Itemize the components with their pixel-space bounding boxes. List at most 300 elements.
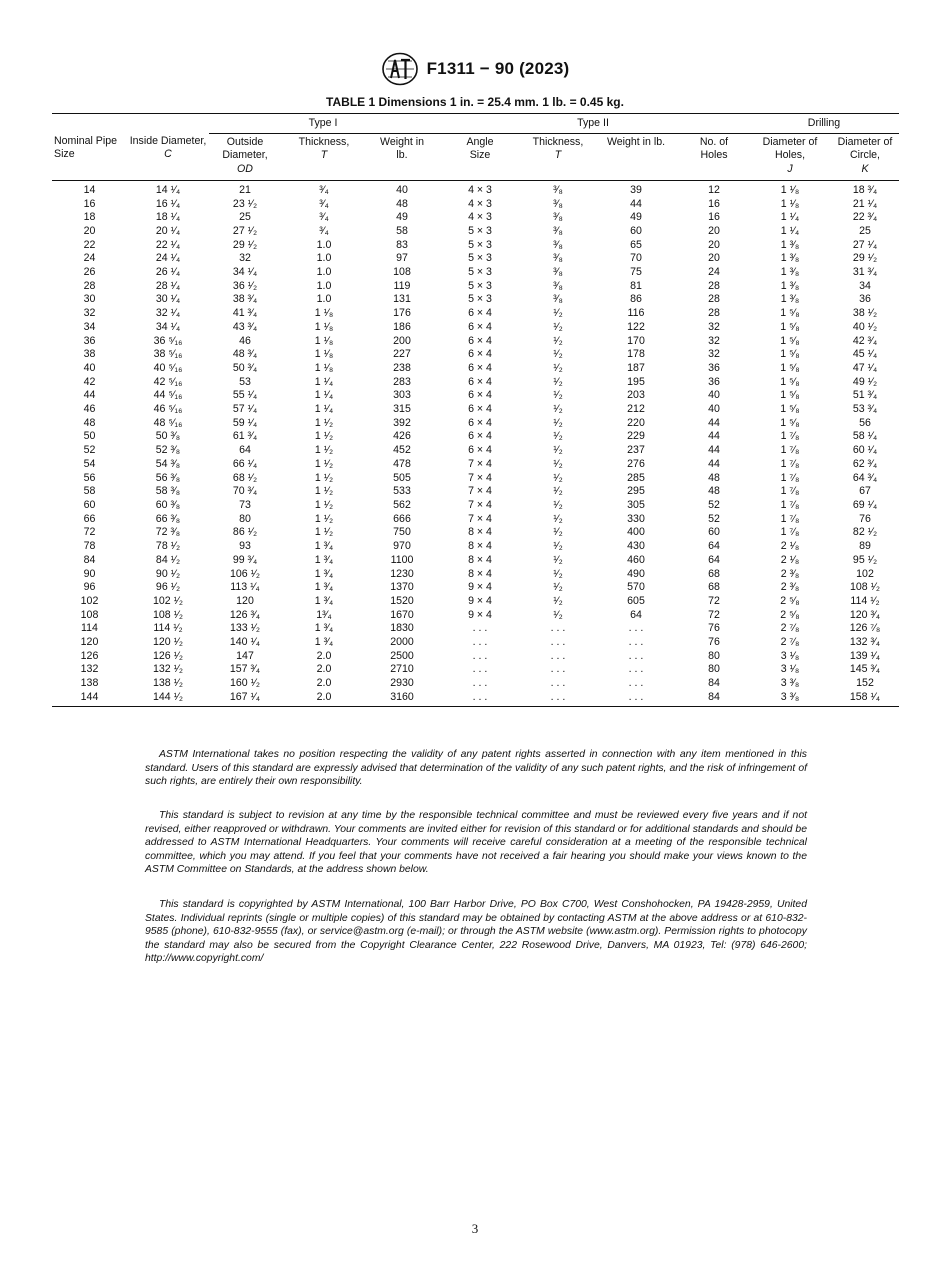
group-drilling: Drilling: [749, 114, 899, 134]
table-cell: 1 ⁵⁄₈: [780, 403, 800, 416]
table-row: [52, 513, 899, 527]
table-cell: 89: [859, 540, 871, 553]
table-cell: 72: [83, 526, 96, 539]
table-row: [52, 362, 899, 376]
table-cell: 102: [856, 567, 874, 580]
table-cell: 76: [708, 622, 720, 635]
table-cell: 8 × 4: [468, 553, 492, 566]
table-cell: 229: [627, 430, 645, 443]
table-cell: 84: [83, 553, 96, 566]
table-cell: 31 ³⁄₄: [852, 266, 878, 279]
table-cell: 24 ¹⁄₄: [155, 252, 181, 265]
table-cell: 68: [708, 567, 720, 580]
table-cell: 970: [393, 540, 411, 553]
table-cell: 18: [83, 211, 96, 224]
table-cell: ³⁄₈: [553, 197, 563, 210]
table-cell: 21: [239, 183, 251, 196]
table-cell: 303: [393, 389, 411, 402]
table-cell: 48: [708, 471, 720, 484]
table-cell: 1 ⁷⁄₈: [780, 485, 800, 498]
table-cell: 119: [393, 279, 411, 292]
table-cell: 9 × 4: [468, 594, 492, 607]
table-cell: 72: [708, 608, 720, 621]
table-cell: 2 ⁵⁄₈: [780, 594, 800, 607]
table-cell: 200: [393, 334, 411, 347]
table-row: [52, 430, 899, 444]
table-cell: 1 ⁵⁄₈: [780, 389, 800, 402]
table-cell: 5 × 3: [468, 293, 492, 306]
table-cell: 126 ⁷⁄₈: [849, 622, 881, 635]
table-cell: 1670: [390, 608, 414, 621]
header-thickness-type1: [281, 133, 367, 180]
table-cell: 45 ¹⁄₄: [852, 348, 878, 361]
table-cell: 1 ⁷⁄₈: [780, 444, 800, 457]
table-cell: ³⁄₈: [553, 252, 563, 265]
table-cell: 60: [83, 498, 96, 511]
table-cell: 131: [393, 293, 411, 306]
table-cell: 1 ⁵⁄₈: [780, 320, 800, 333]
table-cell: 1 ¹⁄₈: [314, 320, 334, 333]
table-cell: 84: [708, 677, 720, 690]
table-cell: ³⁄₄: [319, 197, 329, 210]
table-cell: 80: [708, 663, 720, 676]
table-cell: 1 ¹⁄₈: [780, 197, 800, 210]
table-row: [52, 266, 899, 280]
table-cell: 40: [83, 361, 96, 374]
table-cell: . . .: [523, 691, 593, 706]
table-cell: 1 ⁷⁄₈: [780, 512, 800, 525]
table-cell: 533: [393, 485, 411, 498]
table-cell: 7 × 4: [468, 457, 492, 470]
table-cell: 157 ³⁄₄: [229, 663, 261, 676]
table-cell: 160 ¹⁄₂: [229, 677, 261, 690]
table-cell: 96: [83, 581, 96, 594]
table-cell: 108 ¹⁄₂: [152, 608, 184, 621]
table-cell: 605: [627, 594, 645, 607]
table-row: [52, 485, 899, 499]
table-row: [52, 376, 899, 390]
table-cell: 52: [83, 444, 96, 457]
table-cell: 8 × 4: [468, 540, 492, 553]
table-cell: 1 ³⁄₄: [314, 594, 334, 607]
table-cell: 65: [630, 238, 642, 251]
table-cell: 1 ¹⁄₄: [314, 375, 334, 388]
table-cell: 1 ¹⁄₂: [314, 471, 334, 484]
table-cell: 1 ⁷⁄₈: [780, 471, 800, 484]
table-cell: ¹⁄₂: [553, 403, 563, 416]
table-cell: ¹⁄₂: [553, 416, 563, 429]
table-row: [52, 389, 899, 403]
table-cell: 295: [627, 485, 645, 498]
group-type-2: Type II: [437, 114, 749, 134]
header-dc-symbol: K: [861, 163, 869, 176]
table-cell: 144: [52, 691, 127, 706]
table-cell: ¹⁄₂: [553, 512, 563, 525]
table-cell: 20: [83, 224, 96, 237]
table-cell: 220: [627, 416, 645, 429]
table-cell: 6 × 4: [468, 320, 492, 333]
table-cell: 108: [80, 608, 99, 621]
table-cell: 102 ¹⁄₂: [152, 594, 184, 607]
table-cell: 38 ⁵⁄₁₆: [153, 348, 183, 361]
table-cell: 6 × 4: [468, 403, 492, 416]
table-cell: 68: [708, 581, 720, 594]
table-cell: . . .: [437, 691, 523, 706]
table-cell: 86 ¹⁄₂: [232, 526, 258, 539]
table-cell: 30 ¹⁄₄: [155, 293, 181, 306]
table-cell: 32: [708, 334, 720, 347]
table-cell: 43 ³⁄₄: [232, 320, 258, 333]
table-cell: 32: [708, 348, 720, 361]
table-cell: . . .: [628, 663, 644, 676]
table-cell: 48: [83, 416, 96, 429]
table-cell: 1 ¹⁄₂: [314, 485, 334, 498]
table-cell: 96 ¹⁄₂: [155, 581, 181, 594]
table-cell: 61 ³⁄₄: [232, 430, 258, 443]
table-cell: 1 ³⁄₄: [314, 622, 334, 635]
table-cell: . . .: [628, 677, 644, 690]
table-cell: 38 ¹⁄₂: [852, 307, 878, 320]
table-cell: 1100: [390, 553, 414, 566]
table-cell: 2500: [390, 649, 414, 662]
table-cell: 1520: [390, 594, 414, 607]
table-cell: 505: [393, 471, 411, 484]
table-cell: . . .: [628, 636, 644, 649]
table-cell: 28: [708, 307, 720, 320]
table-cell: 108 ¹⁄₂: [849, 581, 881, 594]
table-cell: 750: [393, 526, 411, 539]
table-cell: 5 × 3: [468, 224, 492, 237]
table-cell: 1 ³⁄₄: [314, 553, 334, 566]
table-cell: ¹⁄₂: [553, 348, 563, 361]
header-od-symbol: OD: [237, 163, 253, 176]
table-cell: 44: [630, 197, 642, 210]
table-cell: 55 ¹⁄₄: [232, 389, 258, 402]
table-cell: 20: [708, 224, 720, 237]
table-cell: 1.0: [316, 293, 332, 306]
table-cell: 6 × 4: [468, 416, 492, 429]
table-cell: 84: [679, 691, 749, 706]
table-cell: 1.0: [316, 279, 332, 292]
table-cell: 76: [708, 636, 720, 649]
table-cell: 3 ³⁄₈: [749, 691, 831, 706]
table-cell: 2000: [390, 636, 414, 649]
table-cell: . . .: [472, 636, 488, 649]
header-dh-label: Diameter of Holes,: [762, 135, 818, 162]
table-row: [52, 472, 899, 486]
table-cell: 7 × 4: [468, 485, 492, 498]
table-cell: 95 ¹⁄₂: [852, 553, 878, 566]
table-row: [52, 526, 899, 540]
table-cell: ¹⁄₂: [553, 430, 563, 443]
table-row: [52, 335, 899, 349]
table-cell: 51 ³⁄₄: [852, 389, 878, 402]
table-cell: 478: [393, 457, 411, 470]
table-cell: 1 ¹⁄₄: [314, 403, 334, 416]
table-cell: 49 ¹⁄₂: [852, 375, 878, 388]
table-cell: ³⁄₄: [319, 183, 329, 196]
table-row: [52, 444, 899, 458]
copyright-notice-text: This standard is copyrighted by ASTM International, 100 Barr Harbor Drive, PO Box C700, West Conshohocken, PA 19428-2959, United States. Individual reprints (single or multiple copies) of this standard may be obtained by contacting ASTM at the above address or at 610-832-9585 (phone), 610-832-9555 (fax), or service@astm.org (e-mail); or through the ASTM website (www.astm.org). Permission rights to photocopy the standard may also be secured from the Copyright Clearance Center, 222 Rosewood Drive, Danvers, MA 01923, Tel: (978) 646-2600; http://www.copyright.com/: [145, 899, 807, 965]
table-cell: 3 ³⁄₈: [780, 677, 800, 690]
table-cell: 9 × 4: [468, 581, 492, 594]
table-cell: 16: [708, 197, 720, 210]
table-cell: 83: [396, 238, 408, 251]
table-cell: 8 × 4: [468, 567, 492, 580]
table-row: [52, 211, 899, 225]
table-cell: 86: [630, 293, 642, 306]
table-cell: 1 ¹⁄₂: [314, 457, 334, 470]
table-cell: 1230: [390, 567, 414, 580]
table-cell: 44: [708, 444, 720, 457]
table-cell: ¹⁄₂: [553, 498, 563, 511]
page-number: 3: [471, 1221, 479, 1236]
table-cell: 42 ³⁄₄: [852, 334, 878, 347]
table-cell: 400: [627, 526, 645, 539]
table-row: [52, 568, 899, 582]
header-t2-symbol: T: [554, 149, 562, 162]
table-cell: 58: [83, 485, 96, 498]
table-cell: 4 × 3: [468, 211, 492, 224]
table-row: [52, 417, 899, 431]
table-cell: 126 ¹⁄₂: [152, 649, 184, 662]
table-cell: 40: [396, 183, 408, 196]
table-cell: ¹⁄₂: [553, 526, 563, 539]
table-cell: 32: [708, 320, 720, 333]
table-cell: 22 ³⁄₄: [852, 211, 878, 224]
table-cell: 16: [83, 197, 96, 210]
document-designation: F1311 − 90 (2023): [426, 59, 570, 78]
table-cell: 50 ³⁄₄: [232, 361, 258, 374]
header-diameter-of-circle: [831, 133, 899, 180]
copyright-notice: [145, 898, 807, 966]
table-row: [52, 622, 899, 636]
table-cell: 36: [83, 334, 96, 347]
table-cell: 6 × 4: [468, 334, 492, 347]
table-cell: 49: [396, 211, 408, 224]
header-t1-symbol: T: [320, 149, 328, 162]
table-cell: 48: [396, 197, 408, 210]
table-cell: 126 ³⁄₄: [229, 608, 261, 621]
table-cell: 1 ⁵⁄₈: [780, 307, 800, 320]
table-cell: 32 ¹⁄₄: [155, 307, 181, 320]
table-cell: 1 ¹⁄₈: [314, 334, 334, 347]
table-cell: 40: [708, 389, 720, 402]
table-cell: 60 ¹⁄₄: [852, 444, 878, 457]
table-cell: 39: [630, 183, 642, 196]
table-cell: 6 × 4: [468, 307, 492, 320]
table-cell: 16: [708, 211, 720, 224]
table-cell: 132 ¹⁄₂: [152, 663, 184, 676]
astm-logo-icon: [381, 52, 419, 86]
table-cell: 238: [393, 361, 411, 374]
table-cell: 54: [83, 457, 96, 470]
table-cell: 40: [708, 403, 720, 416]
table-cell: 64: [630, 608, 642, 621]
table-row: [52, 321, 899, 335]
table-cell: 1830: [390, 622, 414, 635]
table-cell: 46: [83, 403, 96, 416]
table-caption: TABLE 1 Dimensions 1 in. = 25.4 mm. 1 lb. = 0.45 kg.: [326, 95, 624, 109]
table-row: [52, 225, 899, 239]
table-cell: ³⁄₈: [553, 211, 563, 224]
table-cell: 47 ¹⁄₄: [852, 361, 878, 374]
table-cell: . . .: [593, 691, 679, 706]
table-cell: 60: [630, 224, 642, 237]
table-cell: 50: [83, 430, 96, 443]
table-cell: 5 × 3: [468, 252, 492, 265]
table-cell: 1 ¹⁄₂: [314, 526, 334, 539]
table-cell: 20: [708, 252, 720, 265]
table-cell: 21 ¹⁄₄: [852, 197, 878, 210]
header-od-label: Outside Diameter,: [222, 135, 268, 162]
table-cell: 34 ¹⁄₄: [155, 320, 181, 333]
table-cell: 426: [393, 430, 411, 443]
table-row: [52, 293, 899, 307]
group-type-1: Type I: [209, 114, 437, 134]
table-cell: 116: [627, 307, 645, 320]
table-cell: 22: [83, 238, 96, 251]
header-diameter-of-holes: [749, 133, 831, 180]
table-cell: 1 ¹⁄₄: [780, 211, 800, 224]
table-cell: 2 ³⁄₈: [780, 567, 800, 580]
table-cell: 6 × 4: [468, 348, 492, 361]
table-cell: 1 ³⁄₈: [780, 279, 800, 292]
table-cell: 70 ³⁄₄: [232, 485, 258, 498]
table-cell: 53: [239, 375, 251, 388]
table-cell: ¹⁄₂: [553, 540, 563, 553]
table-cell: 2 ¹⁄₈: [780, 553, 800, 566]
table-cell: 1 ⁷⁄₈: [780, 457, 800, 470]
revision-notice-text: This standard is subject to revision at any time by the responsible technical committee and must be reviewed every five years and if not revised, either reapproved or withdrawn. Your comments are invited either for revision of this standard or for additional standards and should be addressed to ASTM International Headquarters. Your comments will receive careful consideration at a meeting of the responsible technical committee, which you may attend. If you feel that your comments have not received a fair hearing you should make your views known to the ASTM Committee on Standards, at the address shown below.: [145, 810, 807, 876]
header-inside-diameter-label: Inside Diameter,: [129, 134, 207, 147]
table-row: [52, 348, 899, 362]
table-cell: 1 ³⁄₈: [780, 238, 800, 251]
table-cell: 69 ¹⁄₄: [852, 498, 878, 511]
table-cell: 48 ⁵⁄₁₆: [153, 416, 183, 429]
table-cell: 7 × 4: [468, 471, 492, 484]
table-cell: . . .: [472, 663, 488, 676]
table-row: [52, 581, 899, 595]
header-nominal-pipe-size: Nominal Pipe Size: [52, 114, 127, 181]
table-cell: . . .: [628, 649, 644, 662]
table-cell: 48 ³⁄₄: [232, 348, 258, 361]
table-cell: 66: [83, 512, 96, 525]
table-cell: 70: [630, 252, 642, 265]
table-cell: 1 ¹⁄₈: [314, 307, 334, 320]
table-cell: 237: [627, 444, 645, 457]
table-cell: 36 ¹⁄₂: [232, 279, 258, 292]
table-cell: 1 ⁵⁄₈: [780, 334, 800, 347]
table-cell: 34: [83, 320, 96, 333]
table-cell: 1³⁄₄: [316, 608, 332, 621]
table-row: [52, 540, 899, 554]
table-cell: ¹⁄₂: [553, 553, 563, 566]
table-cell: 29 ¹⁄₂: [232, 238, 258, 251]
table-row: [52, 239, 899, 253]
table-cell: 57 ¹⁄₄: [232, 403, 258, 416]
table-cell: 56: [859, 416, 871, 429]
table-cell: 66 ¹⁄₄: [232, 457, 258, 470]
table-row: [52, 252, 899, 266]
table-cell: 80: [239, 512, 251, 525]
header-outside-diameter: [209, 133, 281, 180]
table-cell: 158 ¹⁄₄: [831, 691, 899, 706]
table-cell: 3 ¹⁄₈: [780, 663, 800, 676]
table-cell: 36: [859, 293, 871, 306]
table-cell: 8 × 4: [468, 526, 492, 539]
table-row: [52, 691, 899, 706]
table-cell: 562: [393, 498, 411, 511]
table-cell: 90: [83, 567, 96, 580]
table-cell: 32: [239, 252, 251, 265]
table-cell: ³⁄₈: [553, 183, 563, 196]
table-cell: 72 ³⁄₈: [155, 526, 181, 539]
table-cell: 1 ⁷⁄₈: [780, 526, 800, 539]
table-cell: 34 ¹⁄₄: [232, 266, 258, 279]
table-cell: 1 ⁵⁄₈: [780, 361, 800, 374]
table-cell: 392: [393, 416, 411, 429]
table-cell: 113 ¹⁄₄: [230, 581, 260, 594]
table-cell: 460: [627, 553, 645, 566]
table-cell: 54 ³⁄₈: [155, 457, 181, 470]
table-row: [52, 180, 899, 197]
table-cell: 82 ¹⁄₂: [852, 526, 878, 539]
table-cell: ³⁄₈: [553, 293, 563, 306]
table-cell: . . .: [550, 636, 566, 649]
table-cell: 139 ¹⁄₄: [849, 649, 881, 662]
table-cell: 132: [80, 663, 99, 676]
header-t1-label: Thickness,: [298, 135, 350, 148]
table-cell: 76: [859, 512, 871, 525]
table-cell: ¹⁄₂: [553, 581, 563, 594]
header-weight-type1: Weight in lb.: [367, 133, 437, 180]
page-header: [0, 52, 950, 86]
table-cell: 2.0: [316, 649, 332, 662]
table-cell: 29 ¹⁄₂: [852, 252, 878, 265]
revision-notice: [145, 809, 807, 877]
table-cell: 44: [708, 430, 720, 443]
table-cell: 44 ⁵⁄₁₆: [153, 389, 183, 402]
table-cell: 40 ⁵⁄₁₆: [153, 361, 183, 374]
table-cell: 7 × 4: [468, 512, 492, 525]
table-cell: 1 ¹⁄₄: [780, 224, 800, 237]
table-row: [52, 499, 899, 513]
table-cell: ¹⁄₂: [553, 389, 563, 402]
table-cell: 2 ⁷⁄₈: [780, 636, 800, 649]
table-cell: 36: [708, 361, 720, 374]
table-cell: 195: [627, 375, 645, 388]
table-cell: 42: [83, 375, 96, 388]
table-cell: 452: [393, 444, 411, 457]
table-cell: 5 × 3: [468, 266, 492, 279]
table-cell: 1 ¹⁄₂: [314, 416, 334, 429]
table-cell: 1 ¹⁄₈: [314, 348, 334, 361]
table-cell: 64: [708, 553, 720, 566]
table-cell: ¹⁄₂: [553, 567, 563, 580]
table-cell: 64 ³⁄₄: [852, 471, 878, 484]
table-row: [52, 650, 899, 664]
table-cell: 30: [83, 293, 96, 306]
table-cell: 133 ¹⁄₂: [229, 622, 261, 635]
table-cell: 80: [708, 649, 720, 662]
table-cell: ³⁄₄: [319, 211, 329, 224]
table-cell: 1 ¹⁄₈: [780, 183, 800, 196]
header-inside-diameter: [127, 114, 209, 181]
table-cell: ¹⁄₂: [553, 444, 563, 457]
table-cell: 14 ¹⁄₄: [155, 183, 181, 196]
table-cell: 187: [627, 361, 645, 374]
